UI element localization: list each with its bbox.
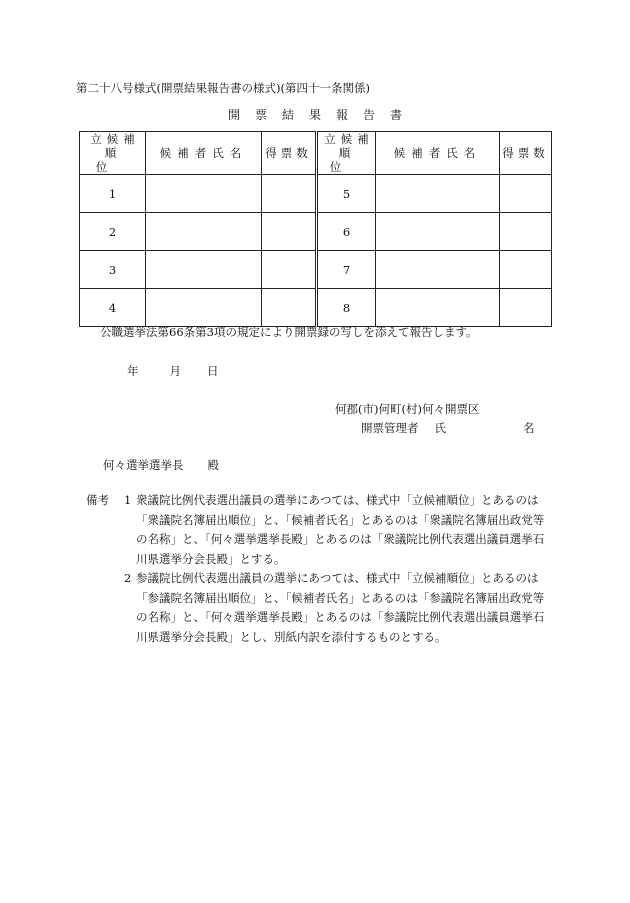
notes-label: 備考 <box>86 493 109 507</box>
document-title: 開票結果報告書 <box>227 108 417 122</box>
header-rank-left: 立候補 順位 <box>80 132 146 175</box>
header-votes-right: 得票数 <box>500 132 552 175</box>
report-statement: 公職選挙法第66条第3項の規定により開票録の写しを添えて報告します。 <box>100 325 478 339</box>
recipient-suffix: 殿 <box>207 458 219 472</box>
votes-cell <box>262 175 317 213</box>
note-text: 衆議院比例代表選出議員の選挙にあつては、様式中「立候補順位」とあるのは 「衆議院名簿届出順位」と、「候補者氏名」とあるのは「衆議院名簿届出政党等 の名称」と、「何々選挙選挙長殿」とあるのは「衆議院比例代表選出議員選挙石 川県選挙分会長殿」とする。 <box>136 493 545 566</box>
note-number: 1 <box>124 493 132 507</box>
votes-cell <box>500 251 552 289</box>
results-table <box>79 131 552 327</box>
votes-cell <box>500 213 552 251</box>
manager-shi: 氏 <box>434 421 446 435</box>
manager-mei: 名 <box>523 421 535 435</box>
manager-title: 開票管理者 <box>361 421 419 435</box>
table-row <box>80 175 552 213</box>
votes-cell <box>262 213 317 251</box>
name-cell <box>146 251 262 289</box>
table-header-row <box>80 132 552 175</box>
votes-cell <box>500 289 552 327</box>
rank-cell: 1 <box>80 175 146 213</box>
votes-cell <box>500 175 552 213</box>
rank-cell: 7 <box>317 251 376 289</box>
date-month: 月 <box>169 364 181 378</box>
table-row <box>80 289 552 327</box>
date-day: 日 <box>207 364 219 378</box>
header-name-left: 候補者氏名 <box>146 132 262 175</box>
recipient-line <box>103 457 219 473</box>
date-year: 年 <box>127 364 139 378</box>
counting-district: 何郡(市)何町(村)何々開票区 <box>335 402 480 416</box>
votes-cell <box>262 289 317 327</box>
rank-cell: 5 <box>317 175 376 213</box>
manager-line <box>361 420 535 436</box>
name-cell <box>376 251 500 289</box>
date-line <box>127 363 219 379</box>
votes-cell <box>262 251 317 289</box>
table-row <box>80 213 552 251</box>
name-cell <box>146 213 262 251</box>
header-votes-left: 得票数 <box>262 132 317 175</box>
name-cell <box>146 289 262 327</box>
name-cell <box>376 289 500 327</box>
form-heading: 第二十八号様式(開票結果報告書の様式)(第四十一条関係) <box>76 81 370 95</box>
recipient-name: 何々選挙選挙長 <box>103 458 184 472</box>
rank-cell: 3 <box>80 251 146 289</box>
name-cell <box>376 213 500 251</box>
rank-cell: 6 <box>317 213 376 251</box>
name-cell <box>376 175 500 213</box>
rank-cell: 4 <box>80 289 146 327</box>
table-row <box>80 251 552 289</box>
header-rank-right: 立候補 順位 <box>317 132 376 175</box>
rank-cell: 2 <box>80 213 146 251</box>
name-cell <box>146 175 262 213</box>
rank-cell: 8 <box>317 289 376 327</box>
header-name-right: 候補者氏名 <box>376 132 500 175</box>
note-text: 参議院比例代表選出議員の選挙にあつては、様式中「立候補順位」とあるのは 「参議院名簿届出順位」と、「候補者氏名」とあるのは「参議院名簿届出政党等 の名称」と、「何々選挙選挙長殿」とあるのは「参議院比例代表選出議員選挙石 川県選挙分会長殿」とし、別紙内訳を添付するものとする。 <box>136 571 545 644</box>
note-number: 2 <box>124 571 132 585</box>
